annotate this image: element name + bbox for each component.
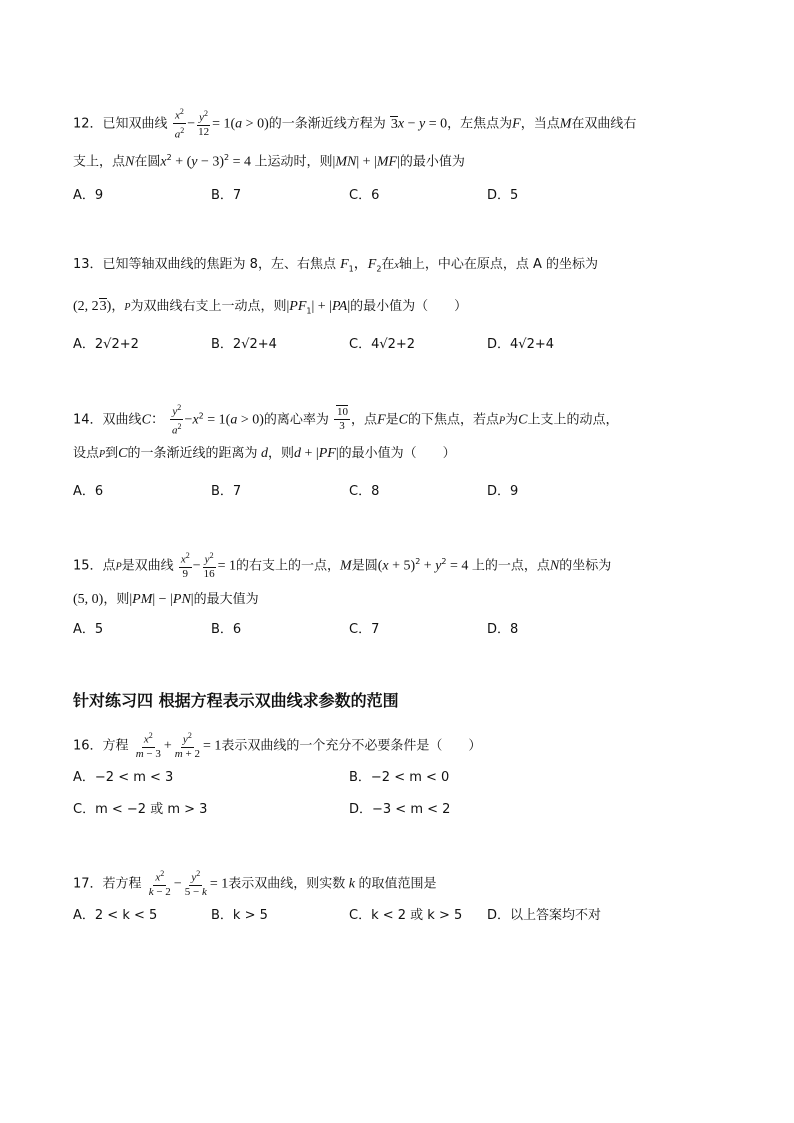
q14-line-2: 设点P到C的一条渐近线的距离为 d，则d + |PF|的最小值为（ ） <box>73 446 456 461</box>
q16-line-1: 16．方程 $\frac{x^2}{m - 3}$ + $\frac{y^2}{m + 2}$ = 1表示双曲线的一个充分不必要条件是（ ） <box>73 731 482 760</box>
q14-line-1: 14．双曲线C： $\frac{y^2}{a^2}$ $-x^2 = 1(a > 0)$的离心率为 $\frac{10}{3}$ ，点F是C的下焦点，若点P为C上支上的动点， <box>73 403 619 437</box>
q13-option-d[interactable]: D．4√2+4 <box>487 337 554 352</box>
section-heading: 针对练习四 根据方程表示双曲线求参数的范围 <box>73 691 399 710</box>
q12-line-1: 12．已知双曲线 $\frac{x^2}{a^2}$ − $\frac{y^2}{12}$ = 1(a > 0)的一条渐近线方程为 3x − y = 0，左焦点为F，当点M在双曲线右 <box>73 107 637 141</box>
fraction-sqrt10-3: $\frac{10}{3}$ <box>334 406 350 433</box>
q14-option-c[interactable]: C．8 <box>349 484 380 499</box>
q15-option-d[interactable]: D．8 <box>487 622 519 637</box>
q15-number: 15． <box>73 558 103 574</box>
q16-option-b[interactable]: B．−2 < m < 0 <box>349 770 450 785</box>
q13-option-a[interactable]: A．2√2+2 <box>73 337 139 352</box>
q12-option-b[interactable]: B．7 <box>211 188 242 203</box>
q12-line-2: 支上，点N在圆$x^2 + (y - 3)^2 = 4$ 上运动时，则|MN| + |MF|的最小值为 <box>73 153 465 170</box>
q14-option-a[interactable]: A．6 <box>73 484 104 499</box>
q15-option-a[interactable]: A．5 <box>73 622 104 637</box>
q17-option-b[interactable]: B．k > 5 <box>211 908 268 923</box>
q12-option-c[interactable]: C．6 <box>349 188 380 203</box>
q15-line-1: 15．点P是双曲线 $\frac{x^2}{9}$ − $\frac{y^2}{16}$ = 1的右支上的一点，M是圆$(x + 5)^2 + y^2 = 4$ 上的一点，点N的坐标为 <box>73 551 612 580</box>
q16-option-a[interactable]: A．−2 < m < 3 <box>73 770 174 785</box>
q17-line-1: 17．若方程 $\frac{x^2}{k - 2}$ − $\frac{y^2}{5 - k}$ = 1表示双曲线，则实数 k 的取值范围是 <box>73 869 437 898</box>
q14-option-d[interactable]: D．9 <box>487 484 519 499</box>
fraction-x2-m-3: $\frac{x^2}{m - 3}$ <box>135 731 161 760</box>
q16-number: 16． <box>73 738 103 754</box>
q13-number: 13． <box>73 257 103 272</box>
q17-number: 17． <box>73 876 103 892</box>
q13-line-2: (2, 23)，P为双曲线右支上一动点，则$|PF_1| + |PA|$的最小值为（ ） <box>73 299 468 316</box>
q17-option-c[interactable]: C．k < 2 或 k > 5 <box>349 908 463 923</box>
q16-option-d[interactable]: D．−3 < m < 2 <box>349 802 451 817</box>
q15-line-2: (5, 0)，则|PM| − |PN|的最大值为 <box>73 592 259 607</box>
fraction-x2-a2: $\frac{x^2}{a^2}$ <box>174 107 185 141</box>
q16-option-c[interactable]: C．m < −2 或 m > 3 <box>73 802 208 817</box>
q12-number: 12． <box>73 116 103 132</box>
q13-line-1: 13．已知等轴双曲线的焦距为 8，左、右焦点 $F_1$，$F_2$在x轴上，中心在原点，点 A 的坐标为 <box>73 257 599 274</box>
fraction-y2-a2: $\frac{y^2}{a^2}$ <box>172 403 182 437</box>
q14-number: 14． <box>73 412 103 428</box>
q17-option-a[interactable]: A．2 < k < 5 <box>73 908 158 923</box>
fraction-y2-16: $\frac{y^2}{16}$ <box>203 551 215 580</box>
q14-option-b[interactable]: B．7 <box>211 484 242 499</box>
q12-option-a[interactable]: A．9 <box>73 188 104 203</box>
q12-option-d[interactable]: D．5 <box>487 188 519 203</box>
q13-option-b[interactable]: B．2√2+4 <box>211 337 277 352</box>
fraction-y2-m+2: $\frac{y^2}{m + 2}$ <box>174 731 200 760</box>
fraction-y2-5-k: $\frac{y^2}{5 - k}$ <box>184 869 207 898</box>
q15-option-c[interactable]: C．7 <box>349 622 380 637</box>
fraction-y2-12: $\frac{y^2}{12}$ <box>198 109 210 138</box>
fraction-x2-k-2: $\frac{x^2}{k - 2}$ <box>148 869 171 898</box>
q17-option-d[interactable]: D．以上答案均不对 <box>487 908 602 923</box>
fraction-x2-9: $\frac{x^2}{9}$ <box>180 551 190 580</box>
q15-option-b[interactable]: B．6 <box>211 622 242 637</box>
q13-option-c[interactable]: C．4√2+2 <box>349 337 416 352</box>
